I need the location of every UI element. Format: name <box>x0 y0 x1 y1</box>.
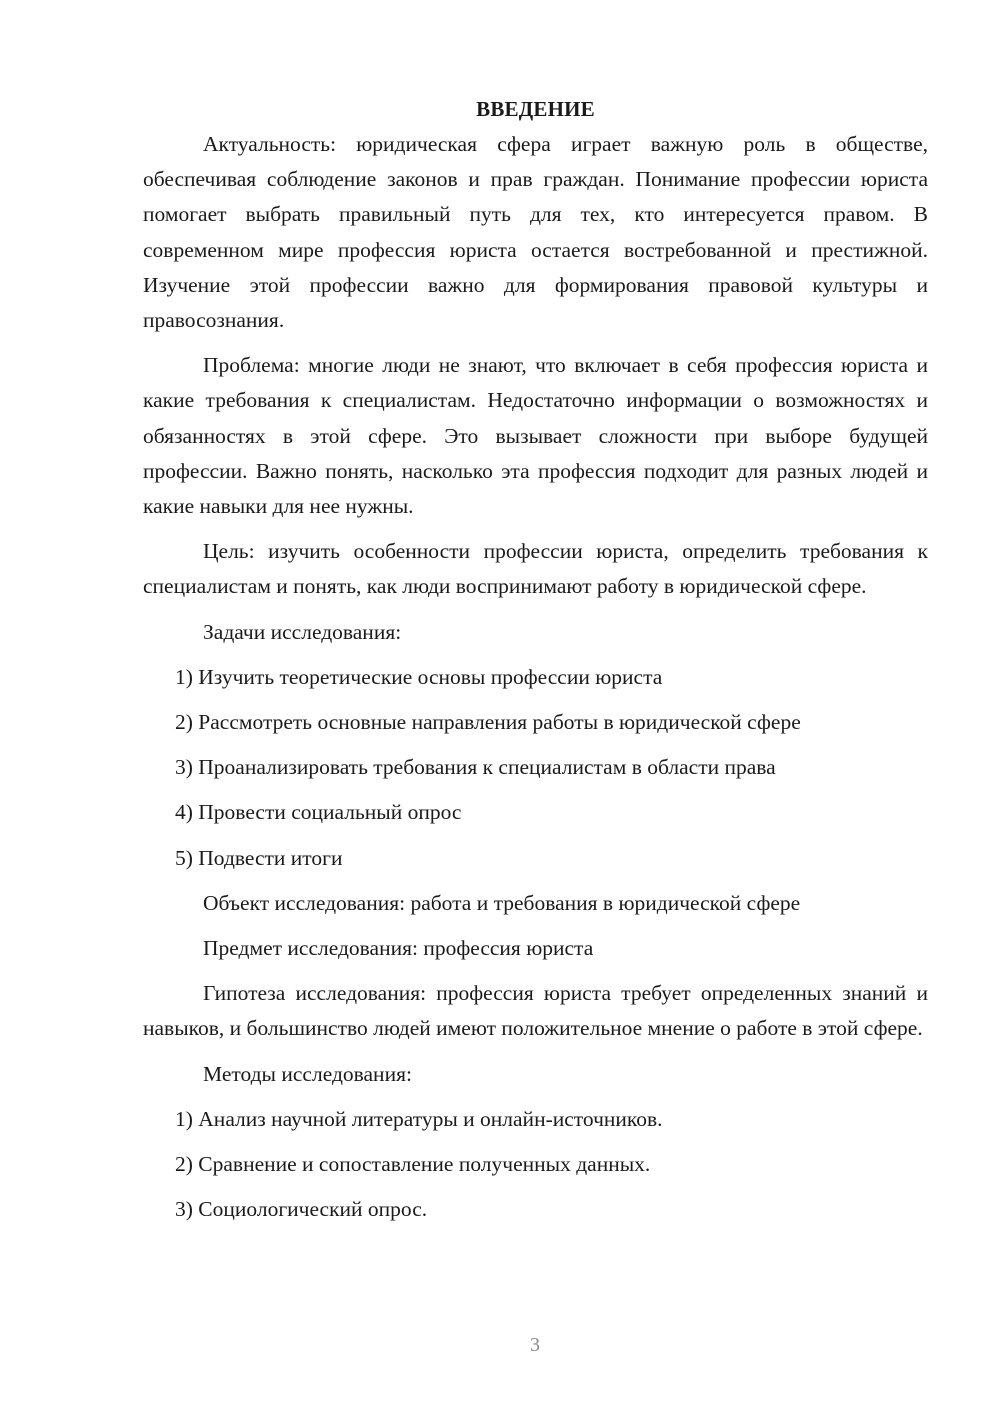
document-page <box>143 92 928 1237</box>
method-item: 2) Сравнение и сопоставление полученных данных. <box>175 1152 651 1177</box>
relevance-paragraph: Актуальность: юридическая сфера играет важную роль в обществе, обеспечивая соблюдение законов и прав граждан. Понимание профессии юриста помогает выбрать правильный путь для тех, кто интересуется правом. В современном мире профессия юриста остается востребованной и престижной. Изучение этой профессии важно для формирования правовой культуры и правосознания. <box>143 132 928 333</box>
page-title: ВВЕДЕНИЕ <box>476 97 595 121</box>
tasks-heading: Задачи исследования: <box>203 619 402 644</box>
method-item: 3) Социологический опрос. <box>175 1197 428 1222</box>
task-item: 4) Провести социальный опрос <box>175 800 462 825</box>
task-item: 3) Проанализировать требования к специалистам в области права <box>175 755 776 780</box>
method-item: 1) Анализ научной литературы и онлайн-источников. <box>175 1106 663 1131</box>
problem-paragraph: Проблема: многие люди не знают, что включает в себя профессия юриста и какие требования к специалистам. Недостаточно информации о возможностях и обязанностях в этой сфере. Это вызывает сложности при выборе будущей профессии. Важно понять, насколько эта профессия подходит для разных людей и какие навыки для нее нужны. <box>143 353 928 519</box>
research-object: Объект исследования: работа и требования в юридической сфере <box>203 890 801 915</box>
research-subject: Предмет исследования: профессия юриста <box>203 936 594 961</box>
hypothesis-paragraph: Гипотеза исследования: профессия юриста требует определенных знаний и навыков, и большинство людей имеют положительное мнение о работе в этой сфере. <box>143 981 928 1041</box>
task-item: 2) Рассмотреть основные направления работы в юридической сфере <box>175 710 801 735</box>
methods-heading: Методы исследования: <box>203 1061 412 1086</box>
task-item: 5) Подвести итоги <box>175 845 343 870</box>
goal-paragraph: Цель: изучить особенности профессии юриста, определить требования к специалистам и понять, как люди воспринимают работу в юридической сфере. <box>143 539 928 599</box>
page-number: 3 <box>530 1334 540 1356</box>
task-item: 1) Изучить теоретические основы профессии юриста <box>175 664 663 689</box>
